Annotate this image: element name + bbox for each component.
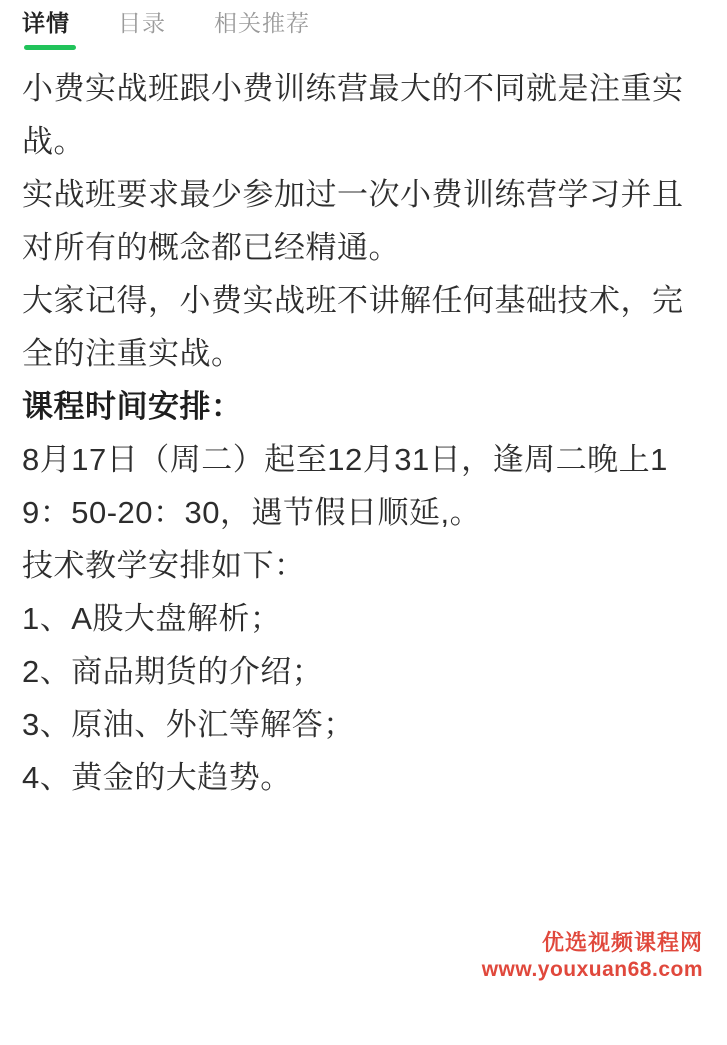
tab-bar [0,0,727,56]
tab-catalog[interactable] [118,8,166,52]
tab-details[interactable] [22,8,70,52]
tab-recommendations[interactable] [214,8,310,52]
list-item: 4、黄金的大趋势。 [22,760,292,795]
watermark-title: 优选视频课程网 [541,930,703,955]
section-heading-schedule: 课程时间安排： [22,389,243,424]
paragraph: 小费实战班跟小费训练营最大的不同就是注重实战。 [22,71,684,159]
paragraph: 8月17日（周二）起至12月31日，逢周二晚上19：50-20：30，遇节假日顺延,。 [22,442,668,530]
tab-recommendations-label: 相关推荐 [214,10,310,36]
article-body [0,56,727,804]
paragraph: 实战班要求最少参加过一次小费训练营学习并且对所有的概念都已经精通。 [22,177,684,265]
tab-details-label: 详情 [22,10,70,36]
list-item: 2、商品期货的介绍； [22,654,324,689]
list-item: 1、A股大盘解析； [22,601,282,636]
watermark [482,929,703,983]
tab-catalog-label: 目录 [118,10,166,36]
tab-active-indicator [24,45,76,50]
paragraph: 大家记得，小费实战班不讲解任何基础技术，完全的注重实战。 [22,283,684,371]
watermark-url: www.youxuan68.com [481,958,703,981]
paragraph: 技术教学安排如下： [22,548,306,583]
list-item: 3、原油、外汇等解答； [22,707,355,742]
